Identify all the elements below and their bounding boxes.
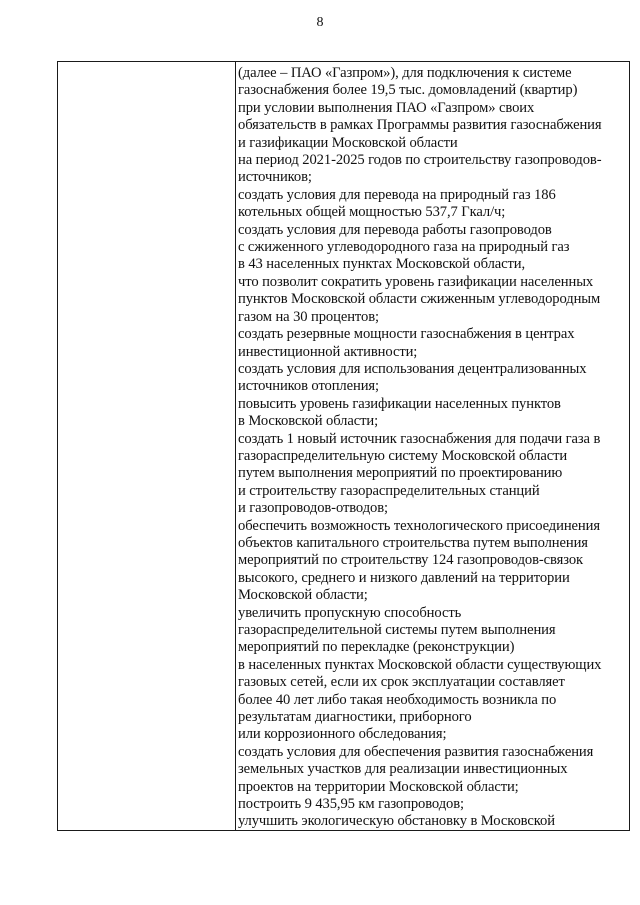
text-line: построить 9 435,95 км газопроводов; (238, 796, 464, 813)
text-line: повысить уровень газификации населенных пунктов (238, 395, 561, 412)
text-line: или коррозионного обследования; (238, 726, 447, 743)
page-number: 8 (316, 15, 324, 30)
text-line: в 43 населенных пунктах Московской области, (238, 256, 526, 273)
text-line: и газопроводов-отводов; (238, 500, 388, 517)
text-line: источников; (238, 169, 312, 186)
text-line: газовых сетей, если их срок эксплуатации составляет (238, 674, 565, 691)
text-line: с сжиженного углеводородного газа на природный газ (238, 239, 570, 256)
text-line: и газификации Московской области (238, 134, 458, 151)
text-line: создать условия для обеспечения развития газоснабжения (238, 743, 594, 760)
text-line: более 40 лет либо такая необходимость возникла по (238, 691, 557, 708)
text-line: газом на 30 процентов; (238, 308, 379, 325)
text-line: увеличить пропускную способность (238, 604, 462, 621)
text-line: (далее – ПАО «Газпром»), для подключения к системе (238, 65, 572, 81)
text-line: мероприятий по строительству 124 газопроводов-связок (238, 552, 584, 569)
text-line: создать резервные мощности газоснабжения в центрах (238, 326, 575, 343)
text-line: что позволит сократить уровень газификации населенных (238, 273, 594, 290)
text-line: создать условия для перевода работы газопроводов (238, 221, 552, 238)
text-line: обеспечить возможность технологического присоединения (238, 517, 600, 534)
text-line: котельных общей мощностью 537,7 Гкал/ч; (238, 204, 506, 221)
text-line: при условии выполнения ПАО «Газпром» своих (238, 99, 535, 116)
text-line: улучшить экологическую обстановку в Московской (238, 813, 555, 830)
document-table (57, 61, 630, 831)
text-line: газораспределительную систему Московской области (238, 447, 568, 464)
text-line: создать 1 новый источник газоснабжения для подачи газа в (238, 430, 601, 447)
text-line: создать условия для использования децентрализованных (238, 360, 587, 377)
text-line: земельных участков для реализации инвестиционных (238, 761, 568, 778)
text-line: и строительству газораспределительных станций (238, 482, 540, 499)
text-line: проектов на территории Московской области; (238, 778, 519, 795)
text-line: в Московской области; (238, 413, 379, 430)
text-line: газораспределительной системы путем выполнения (238, 622, 556, 638)
text-line: мероприятий по перекладке (реконструкции) (238, 639, 515, 656)
text-line: высокого, среднего и низкого давлений на территории (238, 569, 570, 586)
text-line: создать условия для перевода на природный газ 186 (238, 186, 556, 203)
text-line: объектов капитального строительства путем выполнения (238, 534, 588, 551)
text-line: пунктов Московской области сжиженным углеводородным (238, 291, 601, 308)
text-line: результатам диагностики, приборного (238, 709, 472, 726)
text-line: обязательств в рамках Программы развития газоснабжения (238, 117, 602, 134)
text-line: инвестиционной активности; (238, 343, 418, 360)
column-divider (235, 62, 236, 830)
text-line: в населенных пунктах Московской области существующих (238, 656, 602, 673)
text-line: на период 2021-2025 годов по строительству газопроводов- (238, 152, 602, 169)
text-line: источников отопления; (238, 378, 379, 395)
text-line: газоснабжения более 19,5 тыс. домовладений (квартир) (238, 82, 578, 99)
text-line: путем выполнения мероприятий по проектированию (238, 465, 563, 482)
text-line: Московской области; (238, 587, 368, 604)
right-cell-text (238, 65, 630, 831)
